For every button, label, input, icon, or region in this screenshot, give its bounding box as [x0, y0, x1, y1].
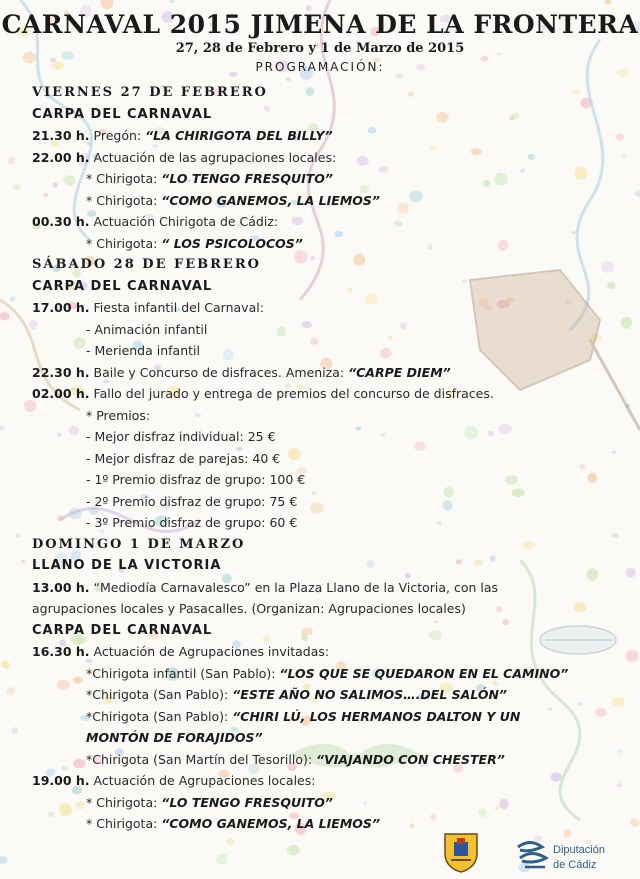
program-line-item [32, 363, 451, 383]
program-line-sub [86, 470, 305, 490]
program-line-sub [86, 406, 150, 426]
program-text: CARPA DEL CARNAVAL [32, 622, 213, 638]
program-line-sub2 [86, 664, 568, 684]
program-text: - 2º Premio disfraz de grupo: 75 € [86, 493, 298, 509]
diputacion-cadiz-label: Diputación de Cádiz [553, 844, 605, 871]
program-line-venue [32, 621, 212, 641]
program-time: 17.00 h. [32, 300, 90, 315]
program-line-item [32, 642, 329, 662]
program-highlight: “COMO GANEMOS, LA LIEMOS” [161, 192, 380, 208]
program-highlight: “COMO GANEMOS, LA LIEMOS” [161, 816, 380, 831]
program-line-sub [86, 320, 207, 340]
program-text: Actuación de Agrupaciones locales: [89, 773, 316, 788]
program-text: CARPA DEL CARNAVAL [32, 278, 213, 294]
program-text: - Mejor disfraz individual: 25 € [86, 429, 276, 444]
program-time: 22.30 h. [32, 364, 90, 380]
program-text: *Chirigota (San Pablo): [86, 687, 233, 702]
program-highlight: “ LOS PSICOLOCOS” [161, 235, 303, 251]
program-text: CARPA DEL CARNAVAL [32, 106, 213, 122]
program-line-sub2 [86, 750, 505, 770]
program-line-sub [86, 191, 380, 211]
program-text: * Chirigota: [86, 816, 162, 831]
program-text: - Merienda infantil [86, 343, 200, 358]
program-line-item [32, 212, 278, 232]
program-line-day [32, 83, 268, 103]
program-line-venue [32, 105, 212, 125]
program-line-item [32, 384, 494, 404]
program-highlight: “CARPE DIEM” [348, 364, 451, 380]
program-time: 13.00 h. [32, 579, 90, 595]
program-line-sub [86, 341, 200, 361]
program-text: * Chirigota: [86, 794, 162, 810]
program-text: * Chirigota: [86, 171, 162, 186]
program-highlight: “LOS QUE SE QUEDARON EN EL CAMINO” [279, 665, 569, 681]
program-text: Baile y Concurso de disfraces. Ameniza: [89, 364, 349, 380]
program-text: - 1º Premio disfraz de grupo: 100 € [86, 472, 306, 487]
program-text: LLANO DE LA VICTORIA [32, 558, 222, 573]
program-time: 02.00 h. [32, 386, 90, 401]
diputacion-cadiz-logo-icon [515, 838, 551, 870]
program-text: “Mediodía Carnavalesco” en la Plaza Llano de la Victoria, con las [89, 579, 499, 595]
program-line-item [32, 148, 336, 168]
program-text: SÁBADO 28 DE FEBRERO [32, 257, 261, 272]
program-text: - 3º Premio disfraz de grupo: 60 € [86, 515, 298, 530]
program-line-sub2 [86, 707, 520, 727]
program-line-cont [86, 728, 263, 748]
program-highlight: “VIAJANDO CON CHESTER” [316, 751, 505, 767]
program-line-sub [86, 492, 297, 512]
program-line-sub [86, 169, 333, 189]
program-line-item [32, 298, 264, 318]
program-highlight: “LO TENGO FRESQUITO” [161, 794, 333, 810]
program-line-day [32, 535, 245, 555]
program-highlight: “LO TENGO FRESQUITO” [161, 171, 333, 186]
program-time: 21.30 h. [32, 128, 90, 143]
program-text: *Chirigota infantil (San Pablo): [86, 665, 280, 681]
program-line-venue [32, 556, 221, 576]
program-line-venue [32, 277, 212, 297]
program-text: *Chirigota (San Pablo): [86, 708, 233, 724]
program-highlight: “LA CHIRIGOTA DEL BILLY” [145, 128, 333, 143]
program-text: VIERNES 27 DE FEBRERO [32, 85, 268, 100]
program-line-sub [86, 814, 380, 834]
program-text: Actuación de Agrupaciones invitadas: [89, 644, 330, 659]
program-line-item [32, 578, 498, 598]
program-text: Actuación Chirigota de Cádiz: [89, 214, 279, 229]
program-heading: PROGRAMACIÓN: [255, 60, 385, 74]
program-line-sub [86, 234, 303, 254]
program-line-sub2 [86, 685, 507, 705]
program-text: Pregón: [89, 128, 146, 143]
program-time: 16.30 h. [32, 644, 90, 659]
program-time: 00.30 h. [32, 214, 90, 229]
program-text: agrupaciones locales y Pasacalles. (Organizan: Agrupaciones locales) [32, 601, 466, 616]
program-line-item [32, 771, 315, 791]
program-text: DOMINGO 1 DE MARZO [32, 536, 246, 552]
program-text: * Premios: [86, 407, 151, 423]
program-text: Fiesta infantil del Carnaval: [89, 300, 264, 315]
program-line-sub [86, 513, 297, 533]
program-line-item [32, 126, 333, 146]
program-line-sub [86, 793, 333, 813]
program-text: * Chirigota: [86, 235, 162, 251]
program-text: * Chirigota: [86, 192, 162, 208]
program-line-plain [32, 599, 466, 619]
program-time: 19.00 h. [32, 773, 90, 788]
program-text: *Chirigota (San Martín del Tesorillo): [86, 751, 317, 767]
program-highlight: “ESTE AÑO NO SALIMOS….DEL SALÓN” [232, 687, 507, 702]
program-highlight: “CHIRI LÚ, LOS HERMANOS DALTON Y UN [232, 708, 521, 724]
program-text: - Animación infantil [86, 321, 208, 337]
program-text: Actuación de las agrupaciones locales: [89, 149, 337, 165]
poster-title: CARNAVAL 2015 JIMENA DE LA FRONTERA [1, 10, 639, 39]
poster-dates: 27, 28 de Febrero y 1 de Marzo de 2015 [175, 41, 465, 56]
program-time: 22.00 h. [32, 149, 90, 165]
jimena-coat-of-arms-icon [441, 830, 481, 874]
program-highlight: MONTÓN DE FORAJIDOS” [86, 730, 263, 745]
program-line-sub [86, 427, 276, 447]
program-text: Fallo del jurado y entrega de premios del concurso de disfraces. [89, 386, 494, 401]
program-line-day [32, 255, 261, 275]
program-line-sub [86, 449, 280, 469]
program-text: - Mejor disfraz de parejas: 40 € [86, 450, 281, 466]
